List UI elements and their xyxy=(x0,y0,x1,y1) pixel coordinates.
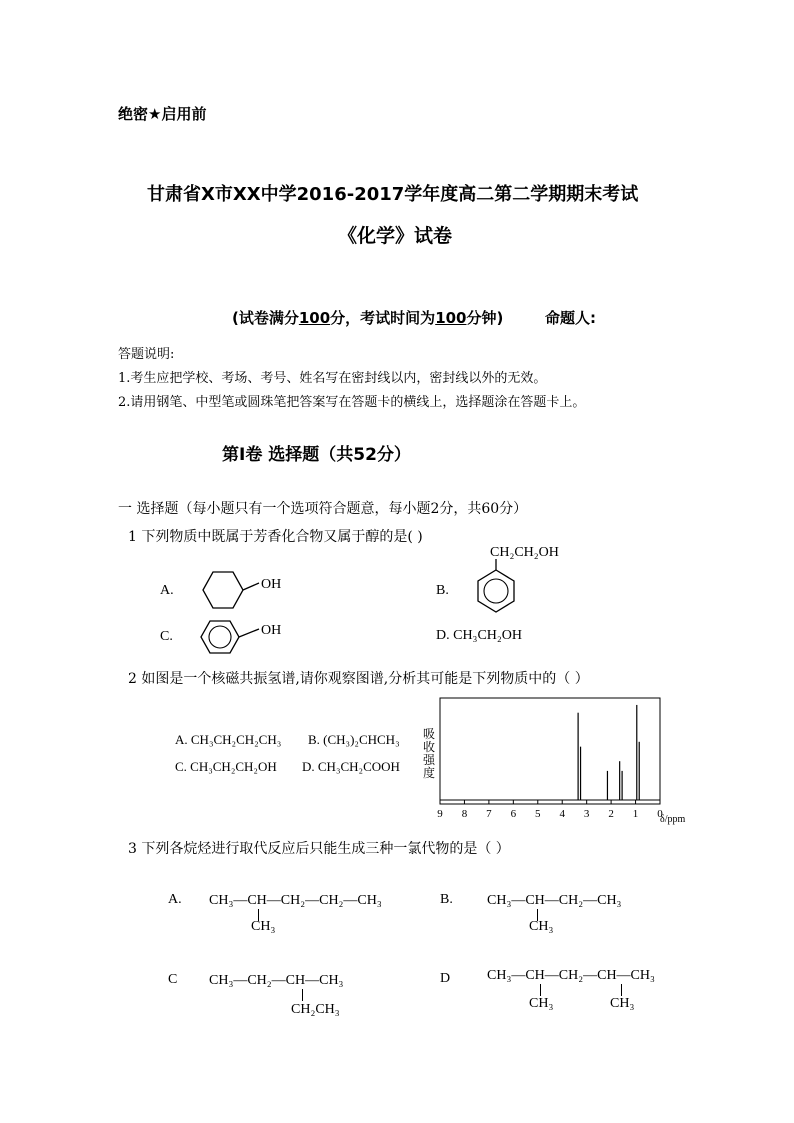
q1-b-chain: CH₂CH₂OH xyxy=(490,545,559,560)
x-tick-label: 5 xyxy=(535,808,541,820)
instructions-heading: 答题说明: xyxy=(118,347,175,362)
info-prefix: (试卷满分 xyxy=(232,309,299,327)
q1-a-oh: OH xyxy=(261,577,282,592)
x-tick-label: 8 xyxy=(461,808,468,820)
q3-option-a-branch: CH₃ xyxy=(251,919,276,934)
cyclohexane-ring xyxy=(203,572,243,608)
ylabel-char: 收 xyxy=(423,740,436,754)
info-mid: 分，考试时间为 xyxy=(330,309,436,327)
q3-option-a-main: CH₃—CH—CH₂—CH₂—CH₃ xyxy=(209,893,382,908)
q1-c-oh: OH xyxy=(261,623,282,638)
q1-option-a-label: A. xyxy=(160,583,174,598)
ylabel-char: 度 xyxy=(423,766,436,780)
q3-option-b-main: CH₃—CH—CH₂—CH₃ xyxy=(487,893,622,908)
q1-option-b-label: B. xyxy=(436,583,449,598)
q3-option-a-label: A. xyxy=(168,892,182,907)
q3-c-branch-bond xyxy=(302,989,303,1001)
q1-stem: 1 下列物质中既属于芳香化合物又属于醇的是( ) xyxy=(128,529,423,545)
q1-option-a-structure xyxy=(195,566,305,614)
part1-title: 第Ⅰ卷 选择题（共52分） xyxy=(222,445,411,465)
x-tick-label: 2 xyxy=(608,808,614,820)
benzene-ring-b xyxy=(478,570,514,612)
x-unit: δ/ppm xyxy=(660,814,686,825)
ylabel-char: 强 xyxy=(423,753,436,767)
secret-label: 绝密★启用前 xyxy=(118,105,207,123)
q3-option-c-main: CH₃—CH₂—CH—CH₃ xyxy=(209,973,344,988)
q3-option-d-branch1: CH₃ xyxy=(529,996,554,1011)
aromatic-circle-b xyxy=(484,579,508,603)
q1-option-b-structure xyxy=(466,540,606,616)
exam-subtitle: 《化学》试卷 xyxy=(338,225,453,247)
x-tick-label: 1 xyxy=(632,808,639,820)
exam-info xyxy=(232,307,503,328)
full-score: 100 xyxy=(298,309,331,327)
q3-option-d-main: CH₃—CH—CH₂—CH—CH₃ xyxy=(487,968,655,983)
exam-title: 甘肃省X市XX中学2016-2017学年度高二第二学期期末考试 xyxy=(147,184,639,205)
q2-option-d: D. CH₃CH₂COOH xyxy=(302,759,400,774)
q3-option-d-branch2: CH₃ xyxy=(610,996,635,1011)
q1-option-c-structure xyxy=(195,614,305,660)
q3-option-b-label: B. xyxy=(440,892,453,907)
q3-d-branch2-bond xyxy=(621,984,622,996)
q3-option-c-label: C xyxy=(168,972,178,987)
x-tick-label: 3 xyxy=(583,808,590,820)
q2-option-a: A. CH₃CH₂CH₂CH₃ xyxy=(175,732,282,747)
instruction-item-2: 2.请用钢笔、中型笔或圆珠笔把答案写在答题卡的横线上，选择题涂在答题卡上。 xyxy=(118,395,586,410)
q3-option-d-label: D xyxy=(440,971,451,986)
instruction-item-1: 1.考生应把学校、考场、考号、姓名写在密封线以内，密封线以外的无效。 xyxy=(118,371,547,386)
q3-option-c-branch: CH₂CH₃ xyxy=(291,1002,340,1017)
info-suffix: 分钟) xyxy=(466,309,504,327)
ylabel-char: 吸 xyxy=(423,727,436,741)
x-tick-label: 0 xyxy=(657,808,663,820)
q2-stem: 2 如图是一个核磁共振氢谱,请你观察图谱,分析其可能是下列物质中的（ ） xyxy=(128,671,589,687)
q3-d-branch1-bond xyxy=(540,984,541,996)
exam-minutes: 100 xyxy=(435,309,467,327)
q2-option-b: B. (CH₃)₂CHCH₃ xyxy=(308,732,400,747)
section-heading: 一 选择题（每小题只有一个选项符合题意，每小题2分，共60分） xyxy=(118,501,528,517)
x-tick-label: 6 xyxy=(510,808,517,820)
x-tick-label: 7 xyxy=(486,808,492,820)
x-tick-label: 4 xyxy=(559,808,565,820)
q1-option-c-label: C. xyxy=(160,629,173,644)
q2-option-c: C. CH₃CH₂CH₂OH xyxy=(175,759,277,774)
a-bond xyxy=(243,583,259,590)
q3-option-b-branch: CH₃ xyxy=(529,919,554,934)
author-label: 命题人: xyxy=(545,309,596,327)
aromatic-circle-c xyxy=(209,626,231,648)
x-tick-label: 9 xyxy=(437,808,443,820)
nmr-spectrum xyxy=(430,695,700,830)
q1-option-d: D. CH₃CH₂OH xyxy=(436,628,522,643)
plot-frame xyxy=(440,698,660,804)
c-bond xyxy=(239,629,259,637)
q3-stem: 3 下列各烷烃进行取代反应后只能生成三种一氯代物的是（ ） xyxy=(128,841,510,857)
